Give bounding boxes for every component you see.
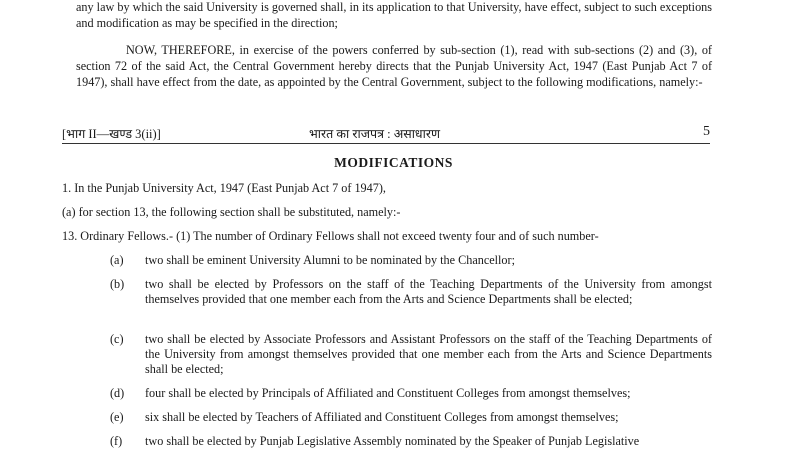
text-line-3: 13. Ordinary Fellows.- (1) The number of Ordinary Fellows shall not exceed twenty four and of such number-: [62, 229, 599, 243]
text-line-2: (a) for section 13, the following section shall be substituted, namely:-: [62, 205, 401, 219]
list-item-label: (c): [110, 332, 124, 346]
intro-paragraph-2: NOW, THEREFORE, in exercise of the powers conferred by sub-section (1), read with sub-sections (2) and (3), of section 72 of the said Act, the Central Government hereby directs that the Punjab University Act, 1947 (East Punjab Act 7 of 1947), shall have effect from the date, as appointed by the Central Government, subject to the following modifications, namely:-: [76, 43, 712, 89]
list-item-text: two shall be elected by Associate Professors and Assistant Professors on the staff of the Teaching Departments of the University from amongst themselves provided that one member each from the Arts and Science Departments shall be elected;: [145, 332, 712, 376]
header-gazette-title: भारत का राजपत्र : असाधारण: [309, 127, 441, 141]
intro-paragraph-1: any law by which the said University is governed shall, in its application to that University, have effect, subject to such exceptions and modification as may be specified in the direction;: [76, 0, 712, 30]
list-item-text: four shall be elected by Principals of Affiliated and Constituent Colleges from amongst themselves;: [145, 386, 631, 400]
list-item-text: two shall be elected by Professors on the staff of the Teaching Departments of the University from amongst themselves provided that one member each from the Arts and Science Departments shall be elected;: [145, 277, 712, 306]
list-item-label: (b): [110, 277, 125, 291]
list-item-label: (e): [110, 410, 124, 424]
list-item-label: (d): [110, 386, 125, 400]
list-item-label: (f): [110, 434, 123, 448]
list-item-label: (a): [110, 253, 124, 267]
list-item-text: two shall be elected by Punjab Legislative Assembly nominated by the Speaker of Punjab Legislative: [145, 434, 640, 448]
header-section: [भाग II—खण्ड 3(ii)]: [62, 127, 161, 141]
list-item-text: two shall be eminent University Alumni to be nominated by the Chancellor;: [145, 253, 515, 267]
section-heading: MODIFICATIONS: [334, 155, 453, 170]
list-item-text: six shall be elected by Teachers of Affiliated and Constituent Colleges from amongst themselves;: [145, 410, 619, 424]
page-number: 5: [703, 124, 710, 139]
page-header: [62, 125, 710, 144]
text-line-1: 1. In the Punjab University Act, 1947 (East Punjab Act 7 of 1947),: [62, 181, 386, 195]
